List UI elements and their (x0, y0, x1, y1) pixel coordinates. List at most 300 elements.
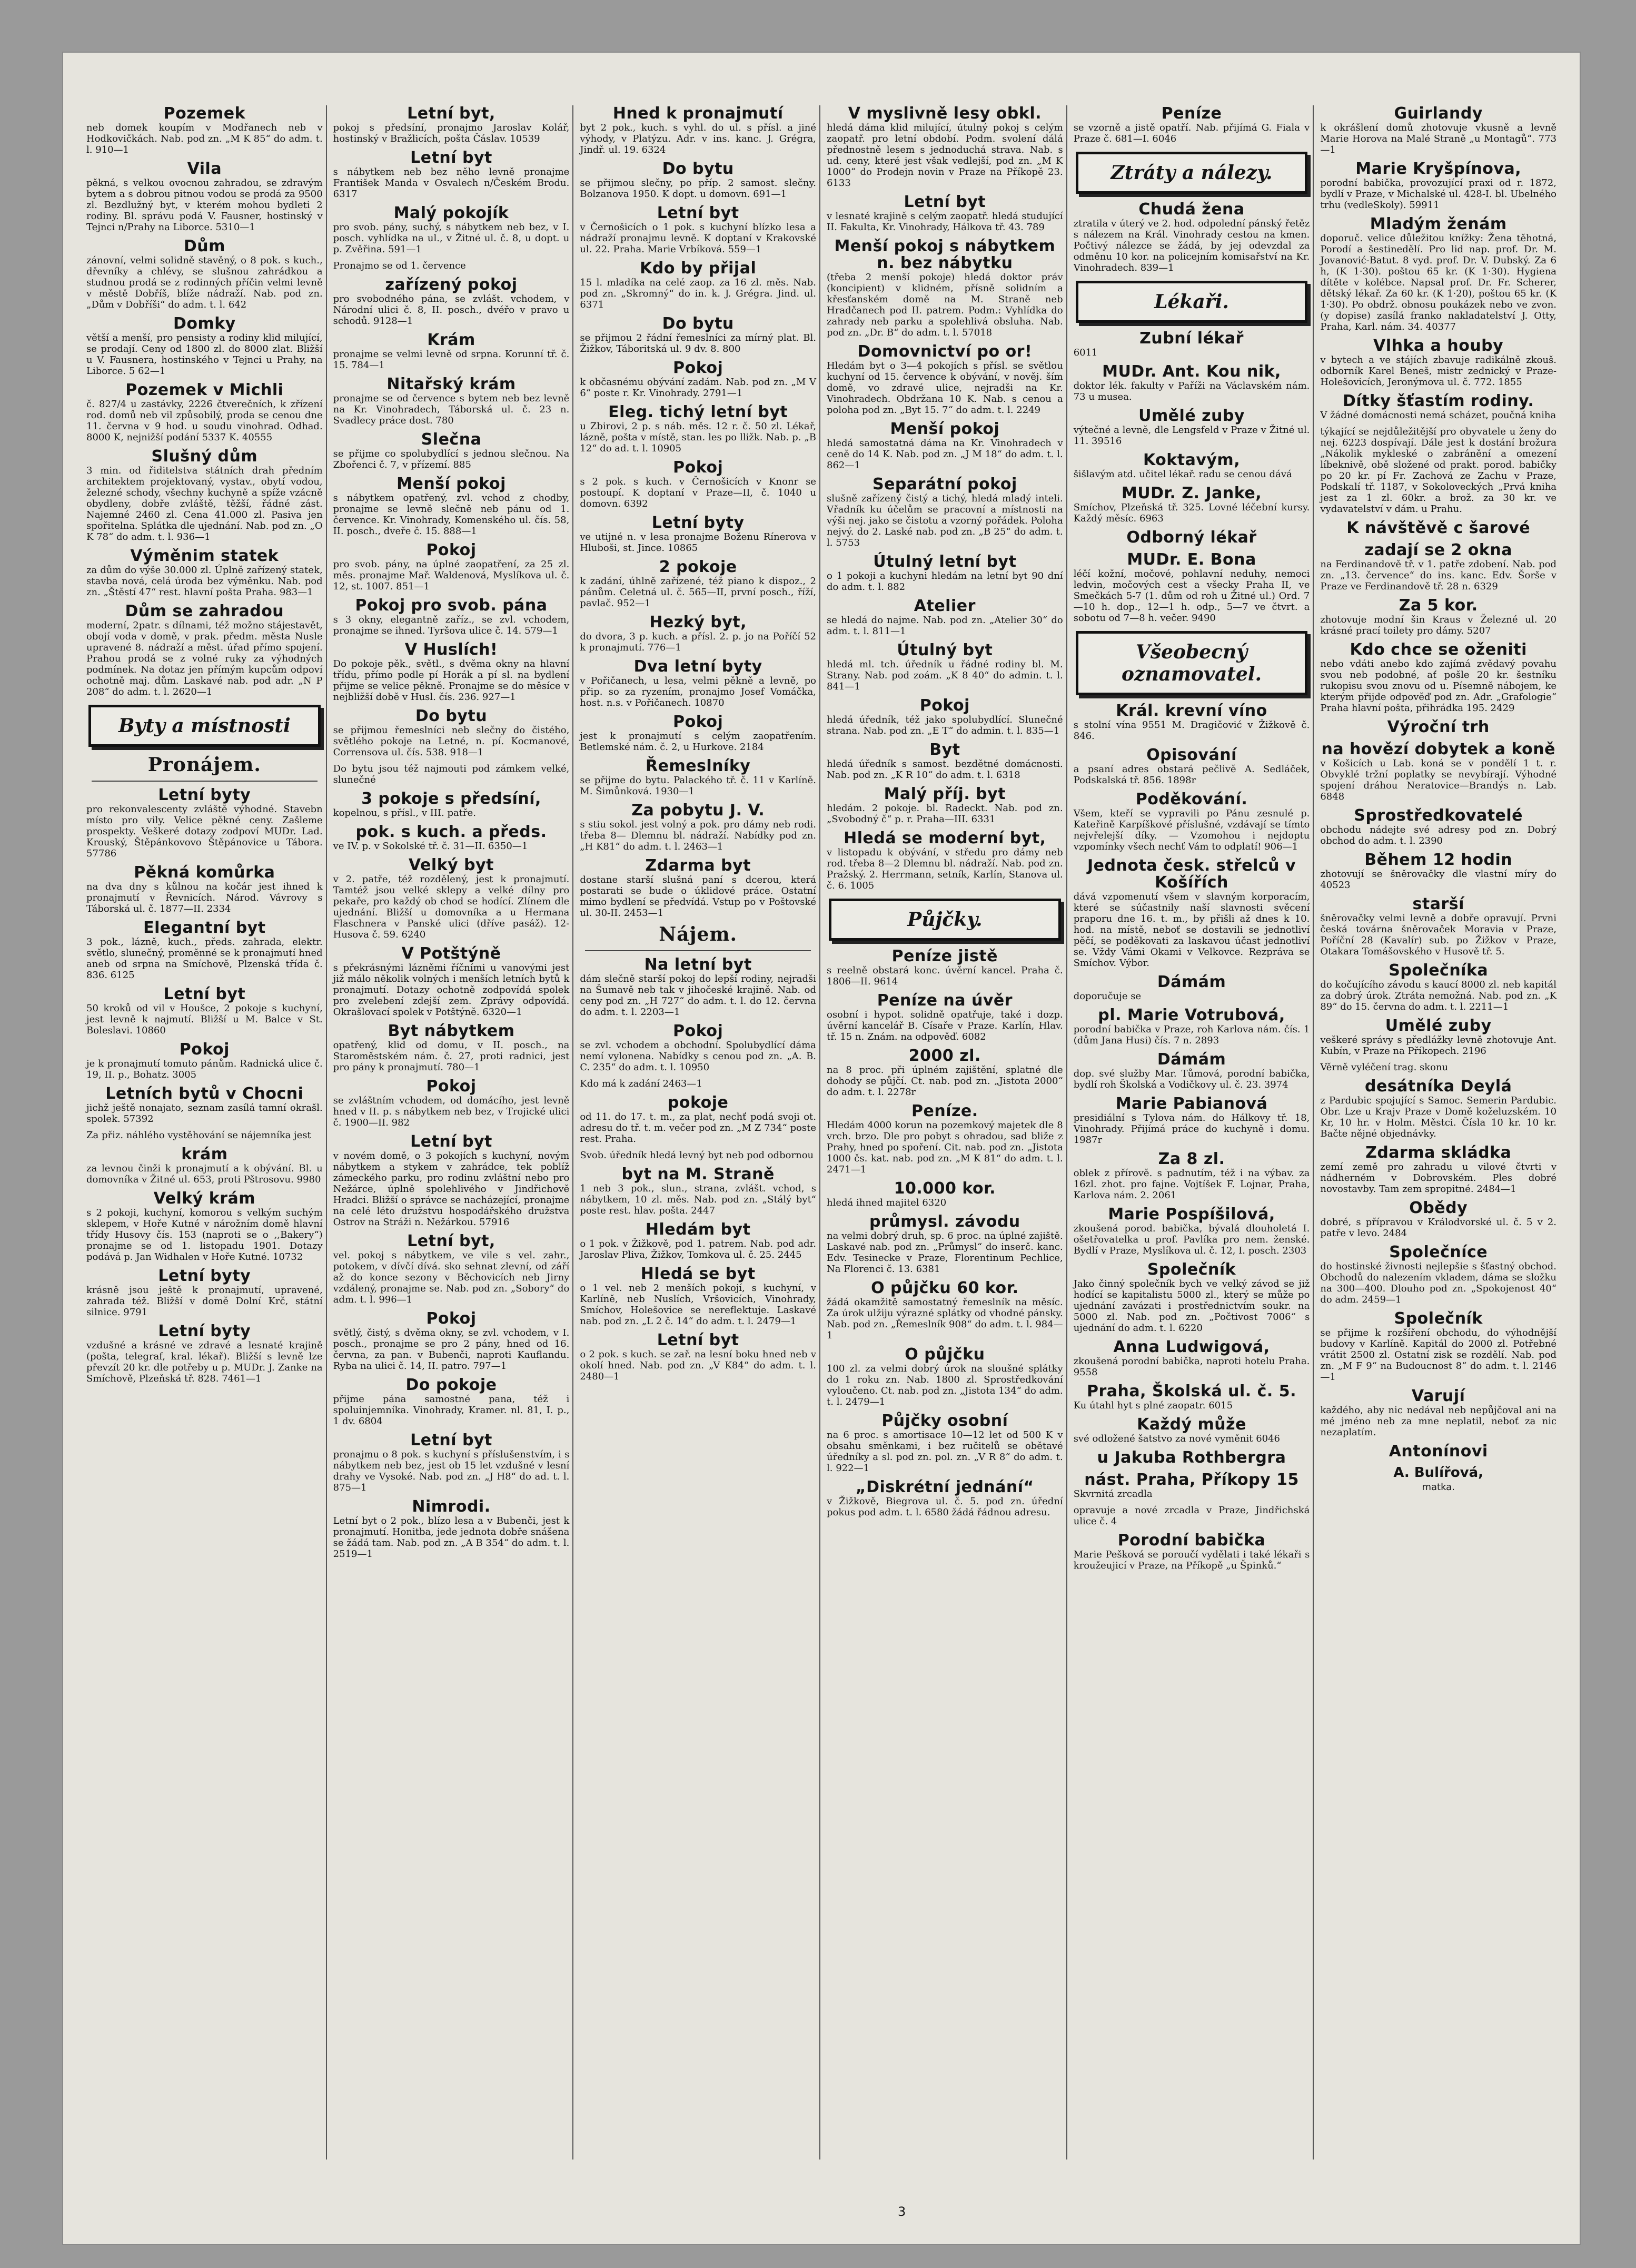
ad-headline: Pokoj pro svob. pána (355, 596, 548, 615)
classified-ad (827, 697, 1063, 736)
ad-body: dává vzpomenutí všem v slavným korporacím, které se súčastnily naší slavnosti svěcení praporu dne 16. t. m., by přišli až dnes k 10. hod. na místě, neboť se dostavili se jednotliví pěčí, se poděkovati za laskavou účast jednotliví se. Vždy Vámi Okami v Velkovce. Rezpráva se Smíchov. Výbor. (1073, 891, 1310, 969)
classified-ad (333, 1377, 570, 1427)
classified-ad (1320, 719, 1556, 736)
classified-ad (86, 986, 323, 1036)
ad-body: moderní, 2patr. s dílnami, též možno stájestavět, obojí voda v domě, v prak. předm. města Nusle upravené 8. nádraží a měst. úřad přímo spojení. Prahou prodá se z volné ruky za výhodných podmínek. Na dotaz jen přímým kupcům odpoví ochotně maj. dům. Laskavé nab. pod adr. „N P 208“ do adm. t. l. 2620—1 (86, 620, 323, 697)
ad-body: se přijmou řemeslníci neb slečny do čistého, světlého pokoje na Letné, n. pí. Kocmanové, Corrensova ul. čís. 538. 918—1 (333, 725, 570, 758)
classified-ad (1074, 1096, 1310, 1146)
classified-ad (1320, 852, 1556, 891)
classified-ad (1074, 1261, 1310, 1334)
classified-ad (580, 614, 816, 653)
ad-headline: Výměnim statek (130, 547, 279, 565)
classified-ad (580, 315, 816, 354)
ad-headline: starší (1412, 895, 1464, 913)
ad-body: nebo vdáti anebo kdo zajímá zvědavý povahu svou neb podobné, ať pošle 20 kr. šestníku rukopisu svou znovu od u. Písemně nábojem, ke kterým přijde odpověď pod zn. Adr. „Grafologie“ Praha hlavní pošta, přihrádka 195. 2429 (1320, 658, 1557, 714)
classified-ad (86, 161, 323, 233)
ad-headline: O půjčku (905, 1345, 985, 1364)
ad-headline: Letní byt (410, 1132, 492, 1151)
ad-headline: Každý může (1137, 1415, 1246, 1434)
ad-body: 100 zl. za velmi dobrý úrok na sloušné splátky do 1 roku zn. Nab. 1800 zl. Sprostředkování vyloučeno. Ct. nab. pod zn. „Jistota 134“ do adm. t. l. 2479—1 (827, 1363, 1063, 1407)
classified-ad (1074, 201, 1310, 273)
classified-ad (333, 260, 570, 271)
ad-body: 50 kroků od vil v Houšce, 2 pokoje s kuchyní, jest levně k najmutí. Bližší u M. Balce v St. Boleslavi. 10860 (86, 1003, 323, 1036)
ad-headline: Malý pokojík (393, 204, 509, 222)
classified-ad (580, 758, 816, 797)
ad-headline: Eleg. tichý letní byt (608, 403, 788, 421)
classified-ad (1320, 161, 1556, 211)
ad-body: v Žižkově, Biegrova ul. č. 5. pod zn. úřední pokus pod adm. t. l. 6580 žádá řádnou adresu. (827, 1496, 1063, 1518)
ad-body: za dům do výše 30.000 zl. Úplně zařízený statek, stavba nová, celá úroda bez výměnku. Nab. pod zn. „Štěstí 47“ rest. hlavní pošta Praha. 983—1 (86, 565, 323, 598)
classified-ad (1320, 807, 1556, 846)
ad-body: zhotovuje modní šin Kraus v Železné ul. 20 krásné prací toilety pro dámy. 5207 (1320, 614, 1557, 636)
ad-headline: Letní byt, (407, 1232, 495, 1250)
classified-ad (580, 956, 816, 1018)
classified-ad (1320, 426, 1556, 515)
classified-ad (580, 515, 816, 554)
ad-headline: Pokoj (673, 1022, 723, 1040)
ad-body: pro svob. pány, na úplné zaopatření, za 25 zl. měs. pronajme Mař. Waldenová, Myslíkova ul. č. 12, st. 1007. 851—1 (333, 559, 570, 592)
ad-body: zemí země pro zahradu u vilové čtvrti v nádherném v Dobrovském. Ples dobré novostavby. Tam zem spropitné. 2484—1 (1320, 1161, 1557, 1195)
ad-headline: Zdarma byt (645, 856, 751, 875)
ad-body: se přijmou 2 řádní řemeslníci za mírný plat. Bl. Žižkov, Táboritská ul. 9 dv. 8. 800 (580, 332, 817, 354)
ad-body: na dva dny s kůlnou na kočár jest ihned k pronajmutí v Řevnicích. Národ. Vávrovy s Táborská ul. č. 1877—II. 2334 (86, 881, 323, 914)
ad-body: Letní byt o 2 pok., blízo lesa a v Bubenči, jest k pronajmutí. Honitba, jede jednota dobře snášena se žádá tam. Nab. pod zn. „A B 354“ do adm. t. l. 2519—1 (333, 1515, 570, 1560)
ad-body: Hledám byt o 3—4 pokojích s přísl. se světlou kuchyní od 15. července k obývání, v nověj. ším domě, vo zdravé ulice, nejradši na Kr. Vinohradech. Obdržana 10 K. Nab. s cenou a poloha pod zn. „Byt 15. 7“ do adm. t. l. 2249 (827, 360, 1063, 416)
classified-ad (1074, 857, 1310, 969)
classified-ad (86, 787, 323, 859)
ad-headline: Letní byt (410, 149, 492, 167)
ad-body: pokoj s předsíní, pronajmo Jaroslav Kolář, hostinský v Bražlicích, pošta Čáslav. 10539 (333, 122, 570, 144)
ad-body: v 2. patře, též rozdělený, jest k pronajmutí. Tamtéž jsou velké sklepy a velké dílny pro pekaře, pro každý ob chod se hodící. Zlínem dle ujednání. Bližší u domovníka a u Hermana Flaschnera v Panské ulici (dříve pasáž). 12-Husova č. 59. 6240 (333, 874, 570, 940)
ad-body: Za přiz. náhlého vystěhování se nájemníka jest (86, 1130, 311, 1141)
classified-ad (827, 1479, 1063, 1518)
ad-body: 3 min. od řiditelstva státních drah předním architektem projektovaný, vystav., obytí vodou, železné schody, všechny kuchyně a spíže vzácně obydleny, dobře zvláště, těžší, řádné zást. Najemné 2460 zl. Cena 41.000 zl. Pasiva jen spořitelna. Splátka dle ujednání. Nab. pod zn. „O K 78“ do adm. t. l. 936—1 (86, 465, 323, 543)
section-box-heading: Lékaři. (1076, 281, 1308, 323)
signature-role: matka. (1422, 1482, 1455, 1493)
ad-body: se přijmou slečny, po příp. 2 samost. slečny. Bolzanova 1950. K dopt. u domovn. 691—1 (580, 178, 817, 200)
ad-body: oblek z přírově. s padnutím, též i na výbav. za 16zl. zhot. pro fajne. Vojtíšek F. Lojnar, Praha, Karlova nám. 2. 2061 (1073, 1168, 1310, 1201)
classified-ad (333, 376, 570, 426)
ad-body: k okrášlení domů zhotovuje vkusně a levně Marie Horova na Malé Straně „u Montagů“. 773—1 (1320, 122, 1557, 155)
ad-headline: Pokoj (673, 359, 723, 377)
ad-headline: MUDr. E. Bona (1127, 550, 1256, 569)
classified-ad (1074, 703, 1310, 742)
ad-headline: Pokoj (426, 541, 477, 559)
ad-headline: průmysl. závodu (869, 1212, 1020, 1231)
classified-ad (580, 1266, 816, 1327)
ad-headline: V Huslích! (404, 640, 498, 659)
classified-ad (1320, 1018, 1556, 1057)
classified-ad (827, 1346, 1063, 1407)
ad-headline: Domovnictví po or! (857, 342, 1033, 361)
ad-headline: Zubní lékař (1139, 329, 1244, 348)
ad-body: porodní babička, provozující praxi od r. 1872, bydlí v Praze, v Michalské ul. 428-I. bl. Ubelného trhu (vedleSkoly). 59911 (1320, 178, 1557, 211)
ad-body: o 1 pok. v Žižkově, pod 1. patrem. Nab. pod adr. Jaroslav Pliva, Žižkov, Tomkova ul. č. 25. 2445 (580, 1238, 817, 1260)
classified-ad (580, 404, 816, 454)
ad-headline: Pokoj (673, 713, 723, 731)
page-number: 3 (898, 2204, 906, 2219)
newspaper-page (63, 53, 1580, 2244)
classified-ad (1074, 485, 1310, 524)
ad-body: a psaní adres obstará pečlivě A. Sedláček, Podskalská tř. 856. 1898r (1073, 764, 1310, 786)
classified-ad (580, 714, 816, 753)
classified-ad (333, 476, 570, 537)
classified-ad (1320, 1443, 1556, 1460)
ad-body: dám slečně starší pokoj do lepší rodiny, nejradši na Šumavě neb tak v jihočeské krajině. Nab. od ceny pod zn. „H 727“ do adm. t. l. do 12. června do adm. t. l. 2203—1 (580, 973, 817, 1018)
ad-body: do hostinské živnosti nejlepšie s šťastný obchod. Obchodů do nalezením vkladem, dáma se složku na 300—400. Dlouho pod zn. „Spokojenost 40“ do adm. 2459—1 (1320, 1261, 1557, 1305)
classified-ad (827, 238, 1063, 338)
classified-ad (827, 1048, 1063, 1098)
ad-body: Hledám 4000 korun na pozemkový majetek dle 8 vrch. brzo. Dle pro pobyt s ohradou, sad bliže z Prahy, hned po spoření. Cit. nab. pod zn. „Jistota 1000 čs. kat. nab. pod zn. „M K 81“ do adm. t. l. 2471—1 (827, 1120, 1063, 1175)
classified-ad (1074, 1007, 1310, 1046)
classified-ad (1074, 1472, 1310, 1500)
classified-ad (1074, 747, 1310, 786)
classified-ad (1320, 741, 1556, 802)
ad-body: s reelně obstará konc. úvěrní kancel. Praha č. 1806—II. 9614 (827, 965, 1063, 987)
ad-body: hledá ml. tch. úředník u řádné rodiny bl. M. Strany. Nab. pod zoám. „K 8 40“ do admin. t. l. 841—1 (827, 659, 1063, 692)
classified-ad (580, 161, 816, 200)
classified-ad (1320, 216, 1556, 332)
ad-body: doktor lék. fakulty v Paříži na Václavském nám. 73 u musea. (1073, 380, 1310, 402)
ad-body: Skvrnitá zrcadla (1073, 1488, 1153, 1500)
classified-ad (827, 742, 1063, 781)
ad-headline: Porodní babička (1117, 1531, 1266, 1550)
ad-headline: V myslivně lesy obkl. (848, 105, 1042, 123)
ad-headline: K návštěvě c šarové (1346, 519, 1531, 537)
ad-headline: Pokoj (919, 696, 970, 715)
classified-ad (827, 786, 1063, 825)
ad-headline: nást. Praha, Příkopy 15 (1084, 1471, 1299, 1489)
ad-headline: 2 pokoje (659, 558, 737, 576)
ad-body: č. 827/4 u zastávky, 2226 čtverečních, k zřízení rod. domů neb vil způsobilý, proda se cenou dne 11. června v 9 hod. u soudu vinohrad. Odhad. 8000 K, nejnižší podání 5337 K. 40555 (86, 399, 323, 443)
ad-headline: Letní byty (158, 786, 251, 804)
ad-headline: Marie Pabianová (1115, 1094, 1268, 1113)
classified-ad (827, 1180, 1063, 1208)
classified-ad (1074, 1151, 1310, 1201)
ad-body: jest k pronajmutí s celým zaopatřením. Betlemské nám. č. 2, u Hurkove. 2184 (580, 731, 817, 753)
classified-ad (1074, 529, 1310, 546)
ad-body: hledá dáma klid milující, útulný pokoj s celým zaopatř. pro letní období. Podm. svolení dálá přednostně lesem s jednoduchá strava. Nab. s ud. ceny, které jest však vedlejší, pod zn. „M K 1000“ do Prodejn novin v Praze na Příkopě 23. 6133 (827, 122, 1063, 189)
ad-body: z Pardubic spojující s Samoc. Semerin Pardubic. Obr. Lze u Krajv Praze v Domě koželuzském. 10 Kr, 10 hr. v Holm. Městci. Čísla 10 kr. 10 kr. Bačte nějné objednávky. (1320, 1095, 1557, 1139)
classified-ad (1074, 551, 1310, 624)
ad-headline: pok. s kuch. a předs. (355, 823, 547, 841)
classified-ad (1320, 597, 1556, 636)
classified-ad (1320, 393, 1556, 421)
ad-body: kopelnou, s přísl., v III. patře. (333, 807, 476, 819)
ad-body: vel. pokoj s nábytkem, ve vile s vel. zahr., potokem, v dívčí dívá. sko sehnat zlevní, od září až do konce sezony v Běchovicích neb Jirny vzdálený, pronajme se. Nab. pod zn. „Sobory“ do adm. t. l. 996—1 (333, 1250, 570, 1305)
classified-ad (580, 1094, 816, 1145)
classified-ad (86, 1268, 323, 1318)
classified-ad (580, 857, 816, 919)
ad-body: vzdušné a krásné ve zdravé a lesnaté krajině (pošta, telegraf, kral. lékař). Bližší s levně lze převzít 20 kr. dle potřeby u p. MUDr. J. Zanke na Smíchově, Plzeňská tř. 828. 7461—1 (86, 1340, 323, 1384)
classified-ad (580, 260, 816, 310)
ad-body: s překrásnými lázněmi říčními u vanovými jest již málo několik volných i menších letních bytů k pronajmutí. Dotazy ochotně zodpovídá spolek pro zvelebení zdejší zem. Zprávy odpovídá. Okrašlovací spolek v Potštýně. 6320—1 (333, 962, 570, 1018)
classified-ad (1074, 1051, 1310, 1090)
ad-body: pro svobodného pána, se zvlášt. vchodem, v Národní ulici č. 8, II. posch., dvéřo v pravo u schodů. 9128—1 (333, 293, 570, 327)
ad-body: krásně jsou ještě k pronajmutí, upravené, zahrada též. Bližší v domě Dolní Krč, státní silnice. 9791 (86, 1285, 323, 1318)
ad-headline: Během 12 hodin (1364, 851, 1513, 869)
ad-body: větší a menší, pro pensisty a rodiny klid milující, se prodají. Ceny od 1800 zl. do 8000 zlat. Bližší u V. Fausnera, hostinského v Tejnci u Prahy, na Liborce. 5 62—1 (86, 332, 323, 377)
classified-ad (333, 791, 570, 819)
section-box-heading: Všeobecný oznamovatel. (1076, 631, 1308, 695)
ad-body: se zvláštním vchodem, od domácího, jest levně hned v II. p. s nábytkem neb bez, v Trojické ulici č. 1900—II. 982 (333, 1095, 570, 1128)
ad-headline: Letní byt (657, 1331, 739, 1349)
ad-headline: Vlhka a houby (1373, 337, 1504, 355)
ad-body: dostane starší slušná paní s dcerou, která postarati se bude o úklidové práce. Ostatní mimo bydlení se předvídá. Vstup po v Poštovské ul. 30-II. 2453—1 (580, 874, 817, 919)
ad-body: hledá ihned majitel 6320 (827, 1197, 947, 1208)
classified-ad (1320, 1078, 1556, 1139)
ad-body: 1 neb 3 pok., slun., strana, zvlášt. vchod, s nábytkem, 10 zl. měs. Nab. pod zn. „Stálý byt“ poste rest. hlav. pošta. 2447 (580, 1183, 817, 1216)
classified-ad (827, 1214, 1063, 1275)
ad-body: zkoušená porod. babička, bývalá dlouholetá I. ošetřovatelka u prof. Pavlíka pro nem. ženské. Bydlí v Praze, Myslíkova ul. č. 12, I. posch. 2303 (1073, 1223, 1310, 1256)
ad-body: dobré, s přípravou v Králodvorské ul. č. 5 v 2. patře v levo. 2484 (1320, 1217, 1557, 1239)
classified-ad (1074, 1383, 1310, 1411)
classified-ad (86, 603, 323, 697)
ad-headline: Chudá žena (1138, 200, 1245, 219)
classified-ad (86, 1041, 323, 1080)
ad-headline: O půjčku 60 kor. (871, 1279, 1019, 1297)
section-box-heading: Půjčky. (829, 899, 1061, 941)
classified-ad (1074, 408, 1310, 447)
ad-headline: Krám (427, 331, 475, 349)
classified-ad (1320, 1310, 1556, 1383)
classified-ad (86, 1323, 323, 1384)
classified-ad (827, 642, 1063, 692)
ad-headline: MUDr. Z. Janke, (1121, 484, 1262, 502)
classified-ad (1320, 896, 1556, 957)
column-4 (824, 105, 1067, 2159)
classified-ad (580, 658, 816, 708)
ad-body: na Ferdinandově tř. v 1. patře zdobení. Nab. pod zn. „13. července“ do ins. kanc. Edv. Šorše v Praze ve Ferdinandově tř. 28 n. 6329 (1320, 559, 1557, 592)
ad-body: přijme pána samostné pana, též i spoluinjemníka. Vinohrady, Kramer. nl. 81, I. p., 1 dv. 6804 (333, 1394, 570, 1427)
section-box-heading: Byty a místnosti (88, 705, 321, 747)
ad-body: s 2 pokoji, kuchyní, komorou s velkým suchým sklepem, v Hoře Kutné v nárožním domě hlavní třídy Husovy čís. 153 (naproti se o ,,Bakery“) pronajme se od 1. listopadu 1901. Dotazy podává p. Jan Widhalen v Hoře Kutné. 10732 (86, 1207, 323, 1263)
column-1 (83, 105, 327, 2159)
divider (92, 781, 318, 782)
classified-ad (333, 1310, 570, 1372)
section-heading: Pronájem. (147, 754, 261, 776)
ad-body: jichž ještě nonajato, seznam zasílá tamní okrašl. spolek. 57392 (86, 1102, 323, 1125)
classified-ad (1074, 1206, 1310, 1256)
ad-body: opravuje a nové zrcadla v Praze, Jindřichská ulice č. 4 (1073, 1505, 1310, 1527)
ad-headline: zařízený pokoj (385, 275, 518, 294)
classified-ad (333, 1432, 570, 1493)
ad-headline: Útulný letní byt (873, 553, 1017, 571)
column-6 (1317, 105, 1560, 2159)
ad-headline: Velký krám (153, 1189, 256, 1208)
ad-body: s nábytkem opatřený, zvl. vchod z chodby, pronajme se levně slečně neb pánu od 1. července. Kr. Vinohrady, Komenského ul. čís. 58, II. posch., dveře č. 15. 888—1 (333, 492, 570, 537)
ad-body: hledá samostatná dáma na Kr. Vinohradech v ceně do 14 K. Nab. pod zn. „J M 18“ do adm. t. l. 862—1 (827, 438, 1063, 471)
ad-body: ve utijné n. v lesa pronajme Boženu Rínerova v Hluboši, st. Jince. 10865 (580, 531, 817, 554)
ad-headline: Umělé zuby (1138, 407, 1245, 425)
ad-headline: Vila (187, 160, 222, 178)
ad-body: na 8 proc. při úplném zajištění, splatné dle dohody se půjčí. Ct. nab. pod zn. „Jistota 2000“ do adm. t. l. 2278r (827, 1064, 1063, 1098)
ad-body: se přijme do bytu. Palackého tř. č. 11 v Karlíně. M. Šimůnková. 1930—1 (580, 775, 817, 797)
ad-headline: Pokoj (426, 1077, 477, 1096)
classified-ad (1320, 542, 1556, 592)
classified-ad (1320, 338, 1556, 388)
ad-body: hledá úředník s samost. bezdětné domácnosti. Nab. pod zn. „K R 10“ do adm. t. l. 6318 (827, 758, 1063, 781)
ad-body: v bytech a ve stájích zbavuje radikálně zkouš. odborník Karel Beneš, mistr zednický v Praze-Holešovicích, Jeronýmova ul. č. 772. 1855 (1320, 354, 1557, 388)
ad-body: žádá okamžitě samostatný řemeslník na měsíc. Za úrok ulžiju výrazné splátky od vhodné pánsky. Nab. pod zn. „Řemeslník 908“ do adm. t. l. 984—1 (827, 1297, 1063, 1341)
ad-body: šišlavým atd. učitel lékař. radu se cenou dává (1073, 469, 1292, 480)
classified-ad (333, 763, 570, 785)
ad-body: v Pořičanech, u lesa, velmi pěkně a levně, po přip. so za ryzením, pronajmo Josef Vomáčka, host. n.s. v Pořičanech. 10870 (580, 675, 817, 708)
ad-body: Kdo má k zadání 2463—1 (580, 1078, 702, 1089)
ad-headline: Společníce (1389, 1243, 1488, 1261)
classified-ad (333, 542, 570, 592)
ad-headline: pokoje (667, 1093, 729, 1112)
ad-headline: Antonínovi (1389, 1442, 1488, 1461)
ad-headline: Hledá se moderní byt, (844, 829, 1046, 847)
ad-headline: Pozemek (163, 105, 246, 123)
classified-ad (827, 830, 1063, 891)
classified-ad (1320, 642, 1556, 714)
ad-headline: Letní byt (657, 204, 739, 222)
ad-body: s 2 pok. s kuch. v Černošicích v Knonr se postoupí. K doptaní v Praze—II, č. 1040 u domovn. 6392 (580, 476, 817, 509)
ad-body: výtečné a levně, dle Lengsfeld v Praze v Žitné ul. 11. 39516 (1073, 425, 1310, 447)
classified-ad (1074, 1505, 1310, 1527)
ad-body: na velmi dobrý druh, sp. 6 proc. na úplné zajiště. Laskavé nab. pod zn. „Průmysl“ do inserč. kanc. Edv. Tesinecke v Praze, Florentinum Pechlice, Na Florenci č. 13. 6381 (827, 1230, 1063, 1275)
ad-body: ve IV. p. v Sokolské tř. č. 31—II. 6350—1 (333, 841, 528, 852)
ad-headline: Mladým ženám (1370, 215, 1507, 233)
ad-body: Marie Pešková se poroučí vydělati i také lékaři s kroužeujicí v Praze, na Příkopě „u Špinků.“ (1073, 1549, 1310, 1571)
ad-body: 3 pok., lázně, kuch., předs. zahrada, elektr. světlo, slunečný, proměnné se k pronajmutí hned aneb od srpna na Smíchově, Plzenská třída č. 836. 6125 (86, 936, 323, 981)
column-3 (577, 105, 820, 2159)
ad-body: pro svob. pány, suchý, s nábytkem neb bez, v I. posch. vyhlídka na ul., v Žitné ul. č. 8, u dopt. u p. Zvěřina. 591—1 (333, 222, 570, 255)
classified-ad (580, 1221, 816, 1260)
ad-headline: Byt nábytkem (388, 1022, 515, 1040)
classified-ad (333, 857, 570, 940)
ad-body: v Košicích u Lab. koná se v pondělí 1 t. r. Obvyklé tržní poplatky se nevybírají. Výhodné spojení dráhou Neratovice—Brandýs n. Lab. 6848 (1320, 758, 1557, 802)
ad-headline: Dítky šťastím rodiny. (1343, 392, 1534, 410)
ad-headline: Letní byt (904, 193, 986, 211)
classified-ad (333, 642, 570, 703)
ad-body: slušně zařízený čistý a tichý, hledá mladý inteli. Vřadník ku účelům se pracovní a místnosti na výši nej. jako se čistotu a vzorný pořádek. Poloha nejvý. do 2. Laské nab. pod zn. „B 25“ do adm. t. l. 5753 (827, 493, 1063, 548)
ad-body: neb domek koupím v Modřanech neb v Hodkovičkách. Nab. pod zn. „M K 85“ do adm. t. l. 910—1 (86, 122, 323, 155)
ad-body: hledám. 2 pokoje. bl. Radeckt. Nab. pod zn. „Svobodný č“ p. r. Praha—III. 6331 (827, 803, 1063, 825)
ad-headline: Za 8 zl. (1158, 1150, 1225, 1168)
ad-headline: Malý příj. byt (884, 785, 1006, 803)
classified-ad (827, 421, 1063, 471)
classified-ad (86, 382, 323, 443)
ad-headline: Marie Pospíšilová, (1108, 1205, 1275, 1224)
ad-headline: Pokoj (673, 458, 723, 477)
ad-body: zkoušená porodní babička, naproti hotelu Praha. 9558 (1073, 1356, 1310, 1378)
ad-headline: „Diskrétní jednání“ (855, 1478, 1034, 1496)
classified-ad (1074, 363, 1310, 402)
classified-ad (827, 554, 1063, 593)
ad-headline: na hovězí dobytek a koně (1321, 740, 1555, 758)
classified-ad (827, 992, 1063, 1042)
ad-headline: krám (181, 1145, 228, 1163)
ad-body: s nábytkem neb bez něho levně pronajme František Manda v Osvalech n/Českém Brodu. 6317 (333, 166, 570, 200)
ad-headline: Do bytu (662, 314, 734, 333)
ad-body: se hledá do najme. Nab. pod zn. „Atelier 30“ do adm. t. l. 811—1 (827, 615, 1063, 637)
ad-headline: 2000 zl. (908, 1047, 981, 1065)
classified-ad (86, 1146, 323, 1185)
classified-ad (580, 802, 816, 852)
classified-ad (1320, 962, 1556, 1012)
classified-ad (86, 1086, 323, 1125)
ad-body: týkající se nejdůležitější pro obyvatele u ženy do nej. 6223 dospívají. Dále jest k dostání brožura „Nákolik mykleské o zabránění a omezení líbeknivě, obě složené od prakt. porod. babičky po 20 kr. pí Fr. Zachová ze Zachu v Praze, Podskalí tř. 1187, v Sokoloveckých „Prvá kniha jest za 1 zl. 60kr. a brož. za 30 kr. ve vydavatelství v dám. u Prahu. (1320, 426, 1557, 515)
ad-headline: Menší pokoj s nábytkem n. bez nábytku (834, 237, 1056, 272)
column-5 (1070, 105, 1314, 2159)
ad-headline: Dům se zahradou (125, 602, 284, 620)
ad-headline: Pokoj (426, 1309, 477, 1328)
ad-headline: Dva letní byty (633, 657, 762, 676)
ad-body: se přijme k rozšíření obchodu, do výhodnější budovy v Karlíně. Kapitál do 2000 zl. Potřebné vrátit 2500 zl. Ostatní zisk se rozdělí. Nab. pod zn. „M F 9“ na Budoucnost 8“ do adm. t. l. 2146—1 (1320, 1327, 1557, 1383)
ad-headline: Letní byt, (407, 105, 495, 123)
ad-headline: Útulný byt (897, 641, 993, 659)
ad-body: obchodu nádejte své adresy pod zn. Dobrý obchod do adm. t. l. 2390 (1320, 824, 1557, 846)
ad-headline: Sprostředkovatelé (1354, 806, 1523, 825)
classified-ad (827, 476, 1063, 548)
ad-headline: u Jakuba Rothbergra (1097, 1448, 1286, 1467)
ad-body: pronajmu o 8 pok. s kuchyní s příslušenstvím, i s nábytkem neb bez, jest ob 15 let vzdušné v lesní drahy ve Vysoké. Nab. pod zn. „J H8“ do ad. t. l. 875—1 (333, 1449, 570, 1493)
classified-ad (333, 1078, 570, 1128)
ad-body: s 3 okny, elegantně zaříz., se zvl. vchodem, pronajme se ihned. Tyršova ulice č. 14. 579—1 (333, 614, 570, 636)
ad-headline: zadají se 2 okna (1364, 541, 1512, 559)
classified-ad (86, 548, 323, 598)
ad-body: do kočujícího závodu s kaucí 8000 zl. neb kapitál za dobrý úrok. Ztráta nemožná. Nab. pod zn. „K 89“ do 15. června do adm. t. l. 2211—1 (1320, 979, 1557, 1012)
ad-headline: Letní byt (410, 1431, 492, 1449)
divider (585, 950, 811, 951)
ad-headline: Koktavým, (1143, 451, 1241, 469)
ad-body: pronajme se od července s bytem neb bez levně na Kr. Vinohradech, Táborská ul. č. 23 n. Svadlecy práce dost. 780 (333, 393, 570, 426)
ad-headline: Atelier (914, 597, 976, 615)
classified-ad (333, 1133, 570, 1228)
classified-ad (827, 598, 1063, 637)
ad-body: Ku útahl hyt s plné zaopatr. 6015 (1073, 1400, 1233, 1411)
ad-headline: Nitařský krám (386, 375, 516, 393)
ad-headline: Umělé zuby (1385, 1017, 1492, 1035)
classified-ad (1074, 452, 1310, 480)
ad-headline: Peníze jistě (891, 947, 998, 965)
ad-body: Věrně vyléčení trag. skonu (1320, 1062, 1449, 1073)
ad-body: s stiu sokol. jest volný a pok. pro dámy neb rodi. třeba 8— Dlemnu bl. nádraží. Nabídky pod zn. „H K81“ do adm. t. l. 2463—1 (580, 819, 817, 852)
ad-headline: Letní byty (158, 1267, 251, 1285)
classified-ad (827, 343, 1063, 416)
ad-headline: Elegantní byt (143, 919, 266, 937)
ad-headline: Hned k pronajmutí (612, 105, 784, 123)
section-heading: Nájem. (659, 923, 738, 945)
ad-headline: 10.000 kor. (894, 1179, 996, 1198)
ad-body: Smíchov, Plzeňská tř. 325. Lovné léčební kursy. Každý měsíc. 6963 (1073, 502, 1310, 524)
classified-ad (827, 105, 1063, 189)
ad-body: je k pronajmutí tomuto pánům. Radnická ulice č. 19, II. p., Bohatz. 3005 (86, 1058, 323, 1080)
classified-ad (333, 277, 570, 327)
ad-body: každého, aby nic nedával neb nepůjčoval ani na mé jméno neb za mne neplatil, neboť za nic nezaplatím. (1320, 1405, 1557, 1438)
classified-ad (86, 315, 323, 377)
ad-body: Svob. úředník hledá levný byt neb pod odbornou (580, 1150, 814, 1161)
ad-headline: Peníze. (911, 1102, 978, 1120)
ad-headline: Za pobytu J. V. (631, 801, 765, 820)
ad-body: k občasnému obývání zadám. Nab. pod zn. „M V 6“ poste r. Kr. Vinohrady. 2791—1 (580, 377, 817, 399)
ad-headline: Půjčky osobní (881, 1412, 1008, 1430)
classified-ad (1074, 330, 1310, 358)
ad-body: ztratila v úterý ve 2. hod. odpolední pánský řetěz s nálezem na Král. Vinohrady cestou na kmen. Počtivý nálezce se žádá, by jej odevzdal za odměnu 10 kor. na policejním komisařství na Kr. Vinohradech. 839—1 (1073, 218, 1310, 273)
classified-ad (827, 1280, 1063, 1341)
classified-ad (827, 1413, 1063, 1474)
ad-headline: Hledá se byt (640, 1265, 756, 1283)
ad-headline: Společníka (1389, 961, 1489, 980)
signature (1320, 1465, 1556, 1495)
classified-ad (580, 1078, 816, 1089)
ad-headline: Odborný lékař (1126, 528, 1257, 547)
ad-headline: V Potštýně (401, 944, 501, 963)
classified-ad (86, 920, 323, 981)
